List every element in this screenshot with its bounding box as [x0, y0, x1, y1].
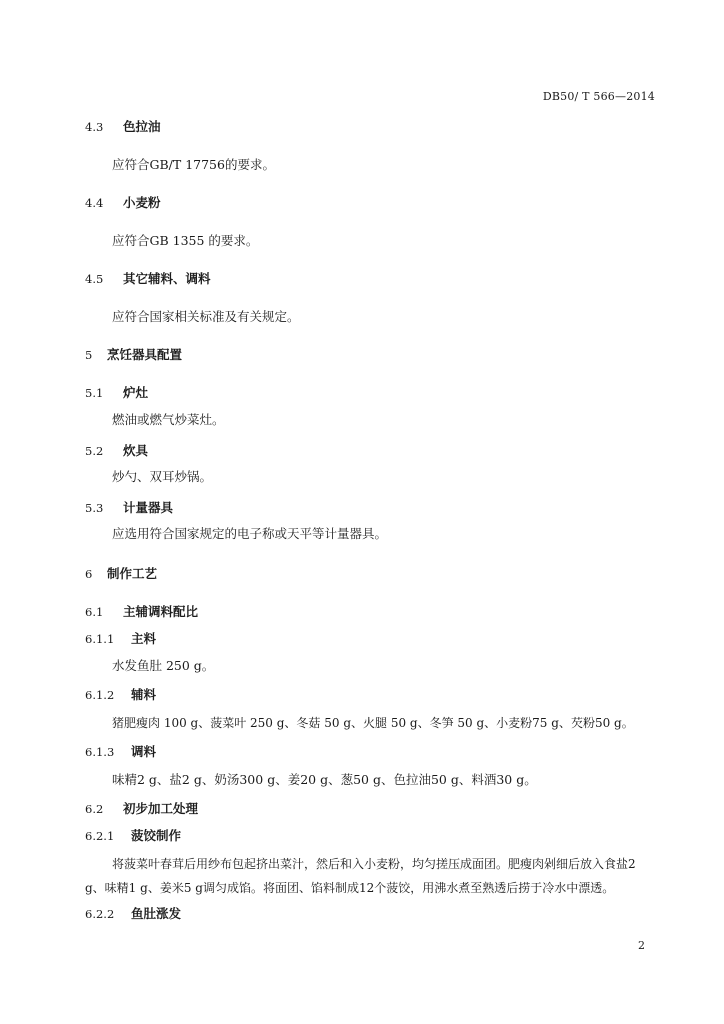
standard-code: DB50/ T 566—2014: [542, 90, 655, 103]
section-title: 色拉油: [123, 119, 161, 134]
paragraph: 燃油或燃气炒菜灶。: [112, 412, 225, 427]
section-title: 其它辅料、调料: [123, 271, 211, 286]
section-title: 主料: [131, 631, 157, 646]
section-number: 5: [85, 348, 93, 362]
paragraph: 水发鱼肚 250 g。: [112, 658, 215, 673]
section-title: 小麦粉: [123, 195, 161, 210]
paragraph: 猪肥瘦肉 100 g、菠菜叶 250 g、冬菇 50 g、火腿 50 g、冬笋 50 g、小麦粉75 g、芡粉50 g。: [112, 716, 634, 730]
paragraph: 应符合GB/T 17756的要求。: [112, 157, 275, 172]
paragraph: 应选用符合国家规定的电子称或天平等计量器具。: [112, 526, 388, 541]
paragraph: 味精2 g、盐2 g、奶汤300 g、姜20 g、葱50 g、色拉油50 g、料酒30 g。: [112, 772, 537, 787]
section-title: 制作工艺: [107, 566, 158, 581]
section-title: 炊具: [123, 443, 149, 458]
heading-6-1-1: [85, 629, 657, 649]
heading-6-1-2: [85, 685, 657, 705]
heading-6-2-1: [85, 826, 657, 846]
section-title: 炉灶: [123, 385, 149, 400]
section-number: 6: [85, 567, 93, 581]
section-number: 6.1.1: [85, 632, 115, 646]
heading-6-1: [85, 602, 657, 622]
section-title: 初步加工处理: [123, 801, 199, 816]
heading-6-2-2: [85, 904, 657, 924]
paragraph: 应符合国家相关标准及有关规定。: [112, 309, 300, 324]
section-title: 菠饺制作: [131, 828, 182, 843]
section-number: 5.1: [85, 386, 104, 400]
heading-5-3: [85, 498, 657, 518]
section-number: 4.5: [85, 272, 104, 286]
section-number: 5.2: [85, 444, 104, 458]
page-number: 2: [638, 939, 645, 952]
section-title: 计量器具: [123, 500, 174, 515]
section-title: 烹饪器具配置: [107, 347, 183, 362]
section-number: 6.2.1: [85, 829, 115, 843]
heading-5: [85, 345, 657, 365]
heading-6-1-3: [85, 742, 657, 762]
paragraph: 将菠菜叶春茸后用纱布包起挤出菜汁，然后和入小麦粉，均匀搓压成面团。肥瘦肉剁细后放入食盐2 g、味精1 g、姜米5 g调匀成馅。将面团、馅料制成12个菠饺，用沸水煮至熟透后捞于冷水中漂透。: [85, 857, 636, 895]
section-number: 6.1.2: [85, 688, 115, 702]
section-number: 6.1.3: [85, 745, 115, 759]
heading-5-2: [85, 441, 657, 461]
paragraph: 炒勺、双耳炒锅。: [112, 469, 213, 484]
section-number: 5.3: [85, 501, 104, 515]
heading-5-1: [85, 383, 657, 403]
section-number: 6.2.2: [85, 907, 115, 921]
heading-6-2: [85, 799, 657, 819]
section-title: 辅料: [131, 687, 157, 702]
heading-6: [85, 564, 657, 584]
section-number: 4.4: [85, 196, 104, 210]
heading-4-4: [85, 193, 657, 213]
heading-4-3: [85, 117, 657, 137]
paragraph: 应符合GB 1355 的要求。: [112, 233, 259, 248]
section-number: 6.1: [85, 605, 104, 619]
section-title: 鱼肚涨发: [131, 906, 182, 921]
section-number: 6.2: [85, 802, 104, 816]
section-number: 4.3: [85, 120, 104, 134]
section-title: 调料: [131, 744, 157, 759]
heading-4-5: [85, 269, 657, 289]
section-title: 主辅调料配比: [123, 604, 199, 619]
